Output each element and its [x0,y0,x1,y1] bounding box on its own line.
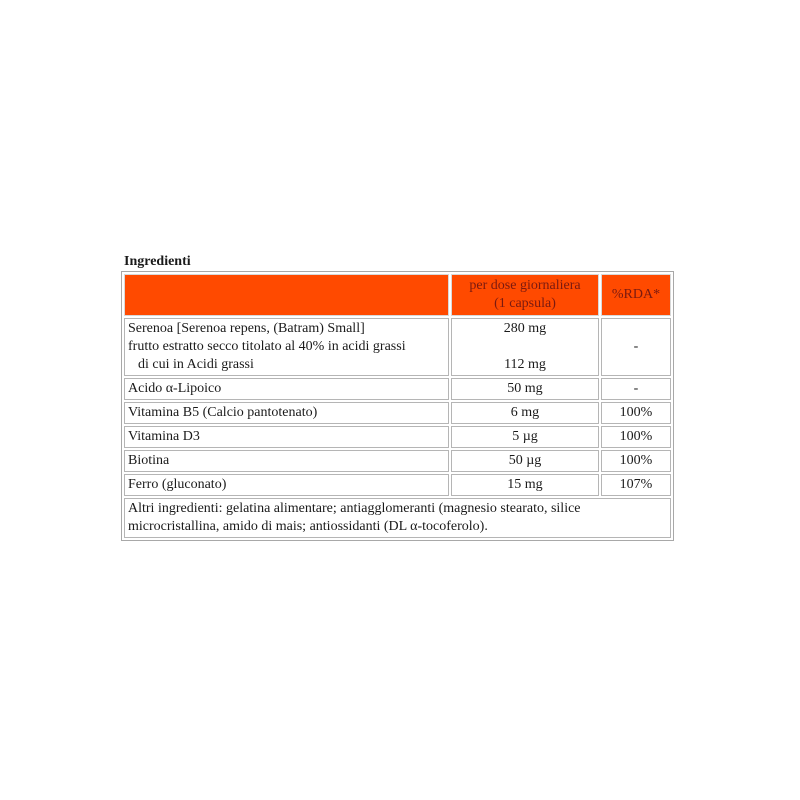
ingredients-section [123,254,676,541]
rda-cell: - [601,378,671,400]
ingredient-cell: Ferro (gluconato) [124,474,449,496]
rda-cell: 100% [601,450,671,472]
ingredients-table [121,271,674,541]
dose-cell: 50 µg [451,450,599,472]
ingredient-cell: Acido α-Lipoico [124,378,449,400]
footer-line: microcristallina, amido di mais; antiossidanti (DL α-tocoferolo). [128,519,488,534]
header-row [124,274,671,316]
rda-cell: 100% [601,402,671,424]
dose-line: 280 mg [503,321,547,336]
ingredient-line: frutto estratto secco titolato al 40% in acidi grassi [128,339,406,354]
table-row [124,450,671,472]
ingredient-cell: Vitamina B5 (Calcio pantotenato) [124,402,449,424]
dose-cell: 50 mg [451,378,599,400]
table-row [124,318,671,376]
ingredient-cell [124,318,449,376]
ingredient-line: Serenoa [Serenoa repens, (Batram) Small] [128,321,365,336]
table-row [124,402,671,424]
table-row [124,378,671,400]
ingredient-line: di cui in Acidi grassi [138,357,254,372]
rda-cell: - [601,318,671,376]
header-ingredient [124,274,449,316]
dose-cell: 6 mg [451,402,599,424]
header-dose-line1: per dose giornaliera [469,278,581,293]
table-row [124,474,671,496]
dose-spacer [455,338,595,356]
footer-row [124,498,671,538]
header-dose [451,274,599,316]
dose-cell: 15 mg [451,474,599,496]
dose-cell: 5 µg [451,426,599,448]
section-title: Ingredienti [124,254,191,269]
footer-line: Altri ingredienti: gelatina alimentare; antiagglomeranti (magnesio stearato, silice [128,501,581,516]
header-rda: %RDA* [601,274,671,316]
rda-cell: 100% [601,426,671,448]
other-ingredients-cell [124,498,671,538]
table-row [124,426,671,448]
rda-cell: 107% [601,474,671,496]
header-dose-line2: (1 capsula) [494,296,556,311]
dose-line: 112 mg [504,357,546,372]
ingredient-cell: Biotina [124,450,449,472]
ingredient-cell: Vitamina D3 [124,426,449,448]
dose-cell [451,318,599,376]
